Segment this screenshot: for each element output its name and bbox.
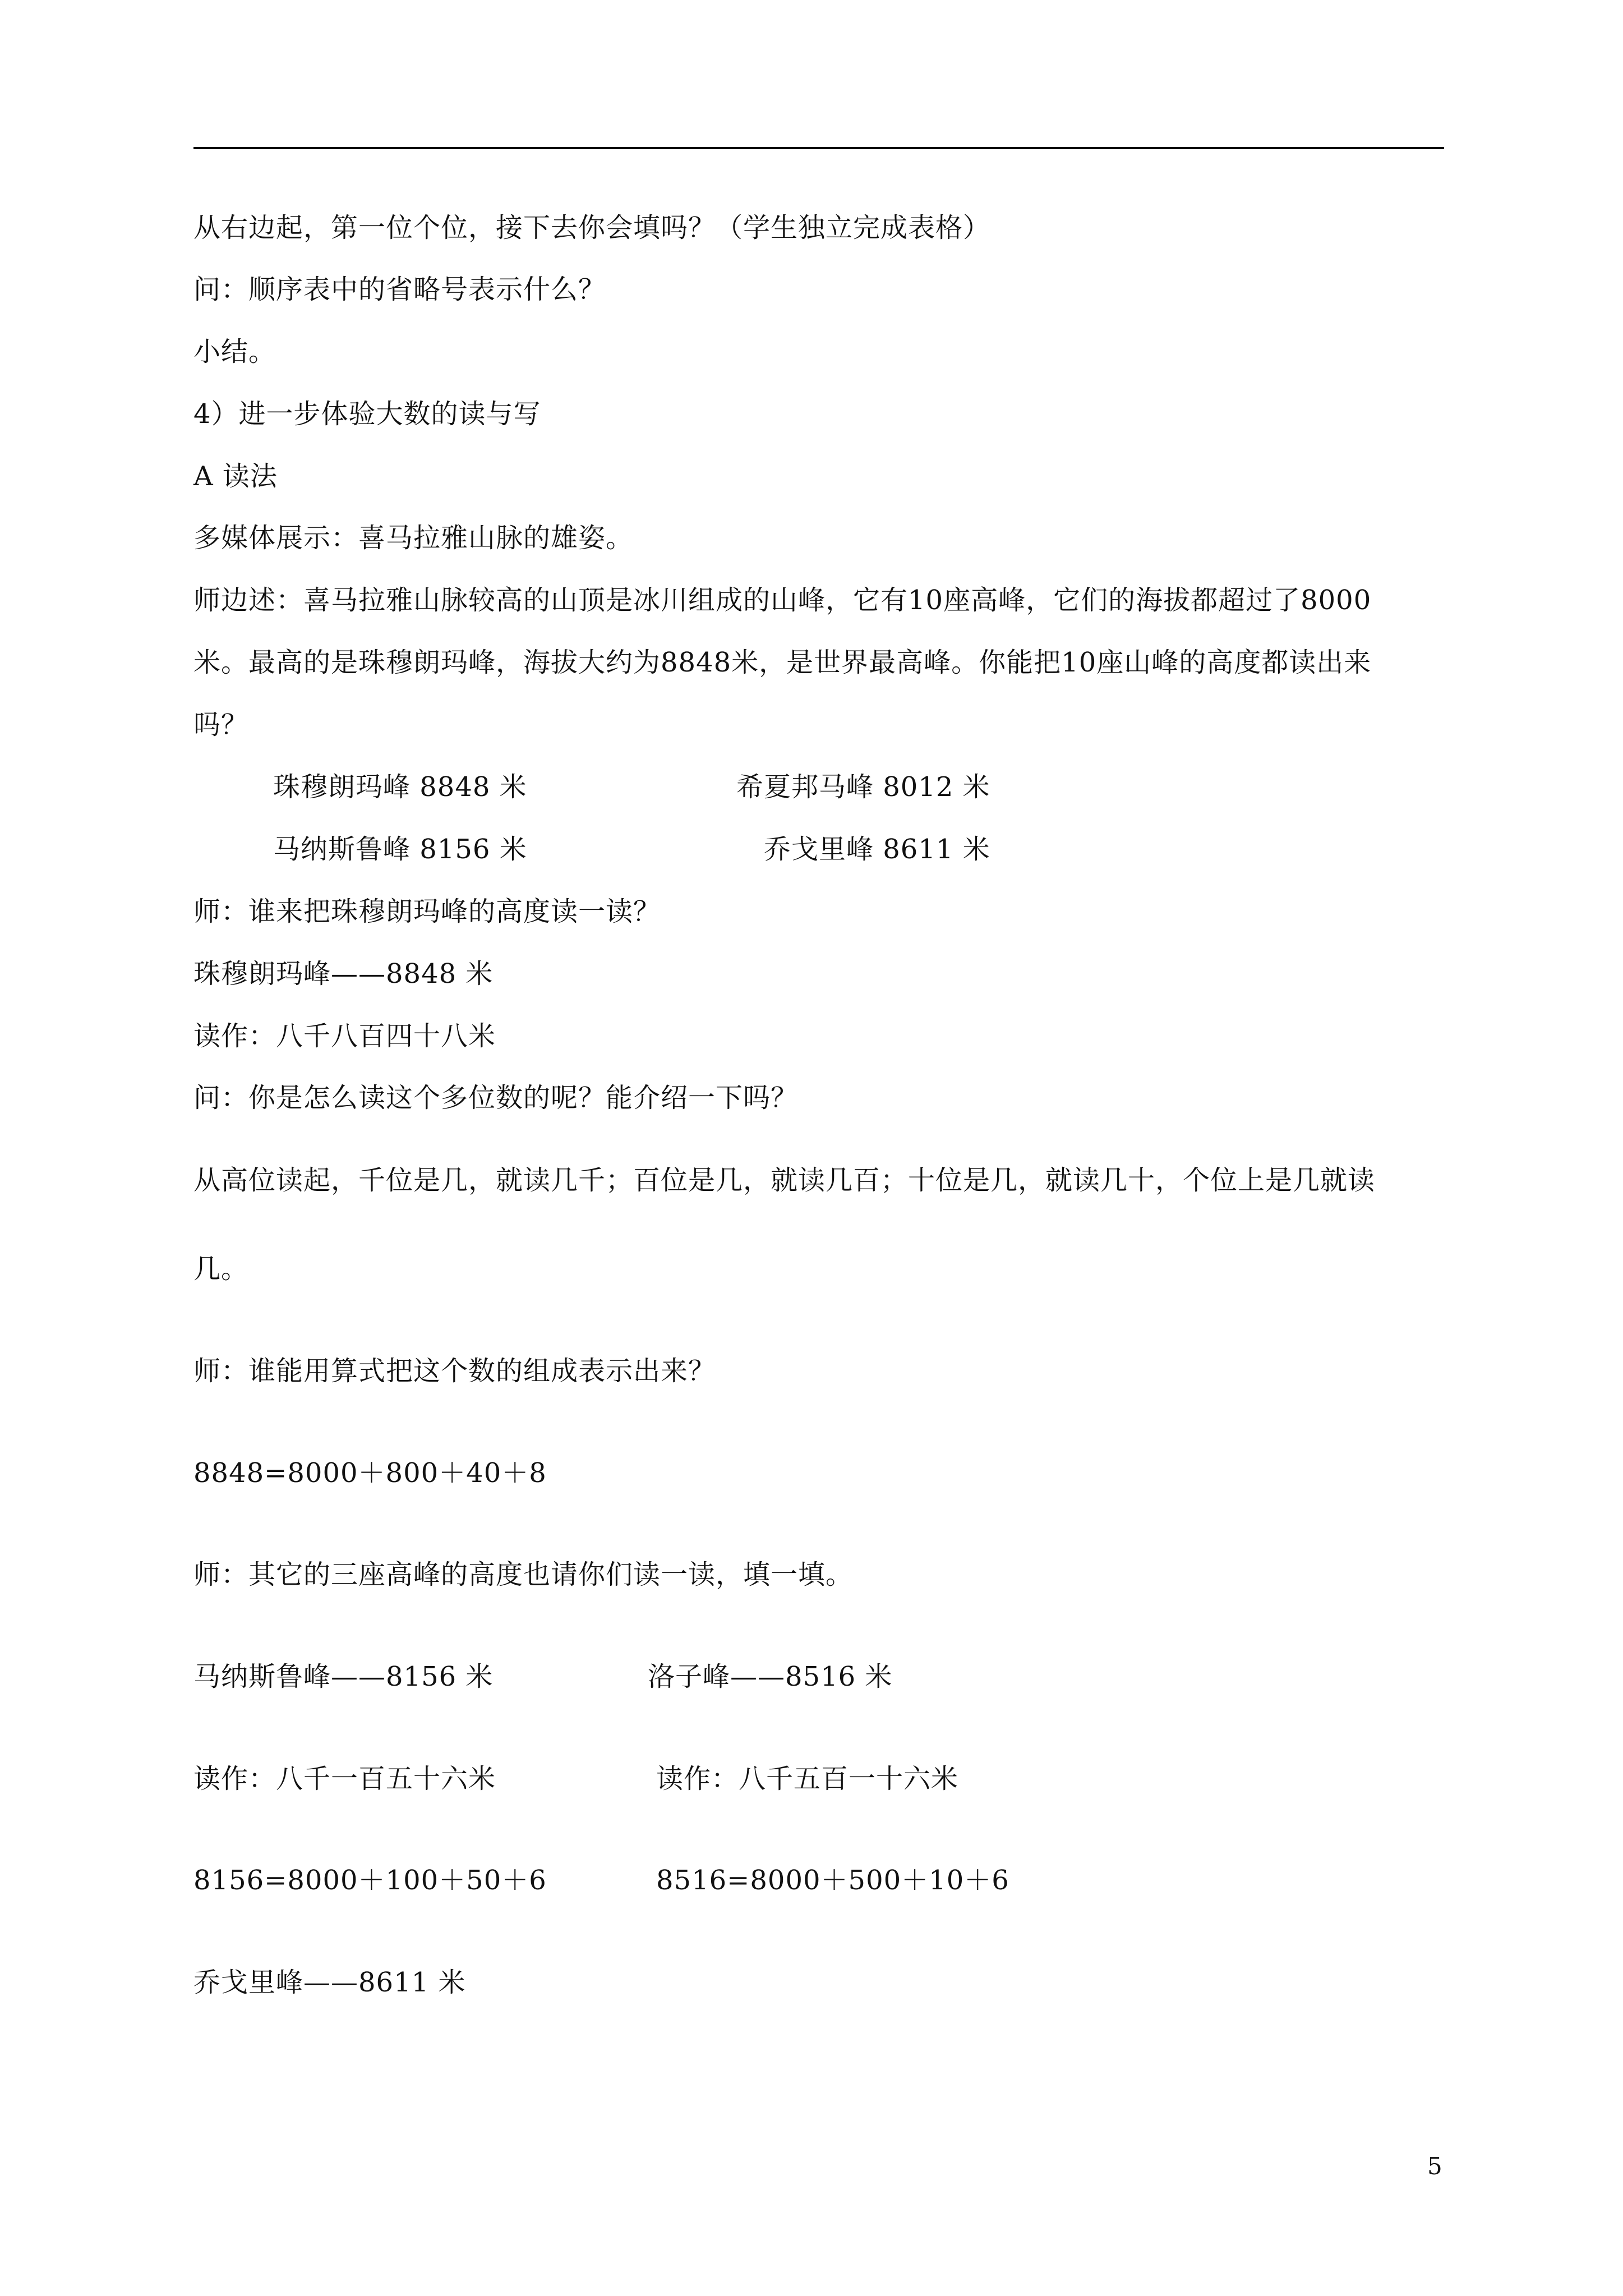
peak-entry: 马纳斯鲁峰 8156 米 — [273, 834, 527, 865]
text-line: 小结。 — [193, 336, 276, 367]
page-number: 5 — [1427, 2152, 1442, 2180]
text-line: 问：你是怎么读这个多位数的呢？能介绍一下吗？ — [193, 1082, 799, 1114]
text-line: 师边述：喜马拉雅山脉较高的山顶是冰川组成的山峰，它有10座高峰，它们的海拔都超过了8000 — [193, 585, 1372, 616]
text-line: 吗？ — [193, 709, 249, 740]
text-line: 从右边起，第一位个位，接下去你会填吗？（学生独立完成表格） — [193, 212, 991, 243]
text-line: 4）进一步体验大数的读与写 — [193, 398, 541, 430]
peak-entry: 马纳斯鲁峰——8156 米 — [193, 1661, 494, 1692]
equation-line: 8516=8000＋500＋10＋6 — [656, 1865, 1009, 1896]
peak-entry: 乔戈里峰 8611 米 — [764, 834, 990, 865]
text-line: 读作：八千八百四十八米 — [193, 1020, 496, 1052]
text-line: 师：谁能用算式把这个数的组成表示出来？ — [193, 1355, 716, 1387]
equation-line: 8156=8000＋100＋50＋6 — [193, 1865, 547, 1896]
text-line: 问：顺序表中的省略号表示什么？ — [193, 274, 606, 305]
peak-entry: 珠穆朗玛峰 8848 米 — [273, 771, 527, 803]
peak-entry: 希夏邦马峰 8012 米 — [736, 771, 990, 803]
text-line: 师：谁来把珠穆朗玛峰的高度读一读？ — [193, 896, 661, 927]
text-line: 米。最高的是珠穆朗玛峰，海拔大约为8848米，是世界最高峰。你能把10座山峰的高度都读出来 — [193, 647, 1372, 678]
peak-entry: 乔戈里峰——8611 米 — [193, 1967, 466, 1998]
text-line: 多媒体展示：喜马拉雅山脉的雄姿。 — [193, 522, 634, 554]
text-line: 从高位读起，千位是几，就读几千；百位是几，就读几百；十位是几，就读几十，个位上是几就读 — [193, 1165, 1376, 1196]
reading-line: 读作：八千一百五十六米 — [193, 1763, 496, 1795]
header-rule — [193, 147, 1444, 149]
text-line: 师：其它的三座高峰的高度也请你们读一读，填一填。 — [193, 1559, 854, 1590]
text-line: A 读法 — [193, 461, 278, 492]
peak-entry: 洛子峰——8516 米 — [648, 1661, 893, 1692]
text-line: 几。 — [193, 1253, 249, 1285]
equation-line: 8848=8000＋800＋40＋8 — [193, 1457, 547, 1489]
text-line: 珠穆朗玛峰——8848 米 — [193, 958, 494, 990]
reading-line: 读作：八千五百一十六米 — [656, 1763, 959, 1795]
